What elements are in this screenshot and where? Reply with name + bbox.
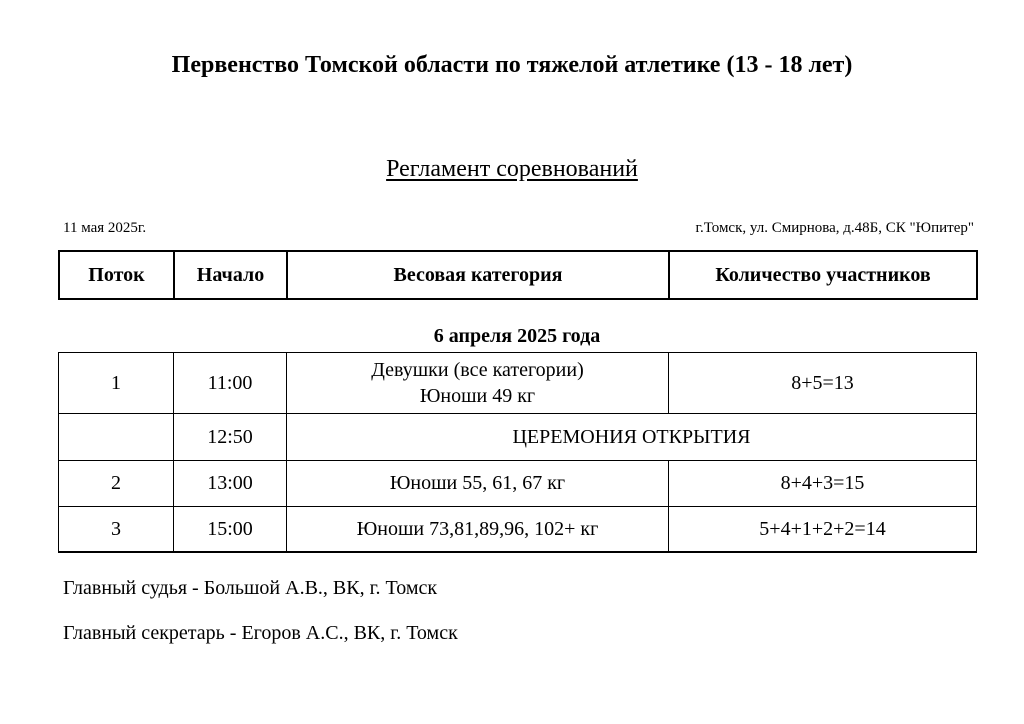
stream-cell: 2 xyxy=(59,461,174,507)
start-cell: 12:50 xyxy=(174,414,287,461)
participants-cell: 8+4+3=15 xyxy=(669,461,977,507)
stream-cell: 3 xyxy=(59,507,174,553)
document-date: 11 мая 2025г. xyxy=(63,220,147,236)
document-subtitle: Регламент соревнований xyxy=(386,156,638,182)
category-line: Юноши 49 кг xyxy=(419,385,536,407)
participants-cell: 8+5=13 xyxy=(669,353,977,414)
category-line: Девушки (все категории) xyxy=(371,359,584,381)
start-cell: 11:00 xyxy=(174,353,287,414)
chief-judge: Главный судья - Большой А.В., ВК, г. Томск xyxy=(63,577,438,599)
start-cell: 13:00 xyxy=(174,461,287,507)
header-stream: Поток xyxy=(59,251,174,299)
stream-cell xyxy=(59,414,174,461)
ceremony-cell: ЦЕРЕМОНИЯ ОТКРЫТИЯ xyxy=(287,414,977,461)
table-row xyxy=(59,353,977,414)
table-row xyxy=(59,507,977,553)
document-title: Первенство Томской области по тяжелой атлетике (13 - 18 лет) xyxy=(171,52,853,78)
category-cell xyxy=(287,353,669,414)
header-row xyxy=(59,251,977,299)
header-weight-category: Весовая категория xyxy=(287,251,669,299)
table-row xyxy=(59,414,977,461)
day-label: 6 апреля 2025 года xyxy=(433,325,601,347)
schedule-header-table xyxy=(58,250,978,300)
document-location: г.Томск, ул. Смирнова, д.48Б, СК "Юпитер" xyxy=(695,220,974,236)
category-cell: Юноши 55, 61, 67 кг xyxy=(287,461,669,507)
category-cell: Юноши 73,81,89,96, 102+ кг xyxy=(287,507,669,553)
participants-cell: 5+4+1+2+2=14 xyxy=(669,507,977,553)
chief-secretary: Главный секретарь - Егоров А.С., ВК, г. Томск xyxy=(63,622,458,644)
table-row xyxy=(59,461,977,507)
start-cell: 15:00 xyxy=(174,507,287,553)
header-start: Начало xyxy=(174,251,287,299)
header-participants: Количество участников xyxy=(669,251,977,299)
stream-cell: 1 xyxy=(59,353,174,414)
schedule-table xyxy=(58,352,977,553)
